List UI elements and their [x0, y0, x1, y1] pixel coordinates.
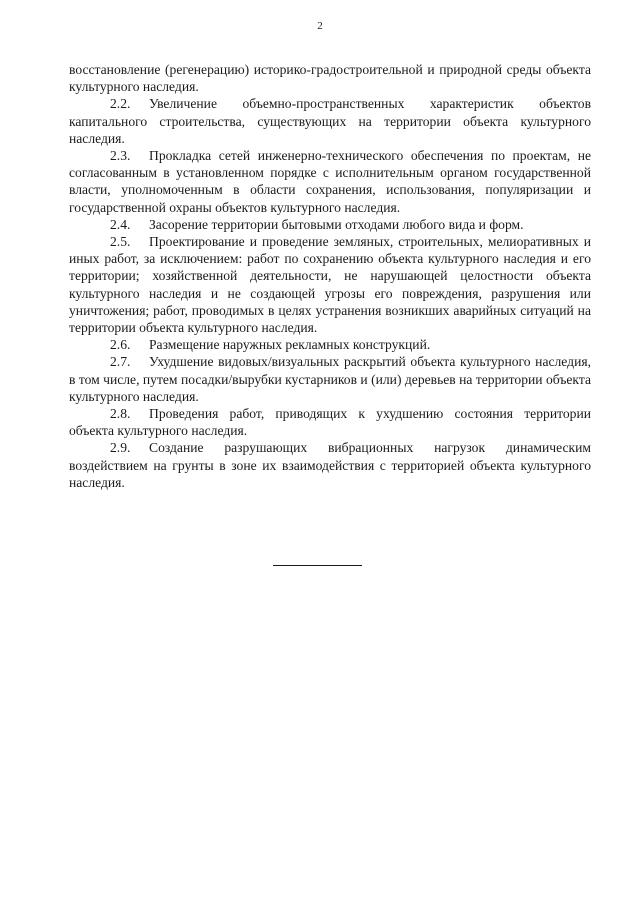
item-number: 2.3.	[110, 148, 131, 164]
list-item	[69, 439, 591, 491]
list-item	[69, 405, 591, 439]
list-item	[69, 147, 591, 216]
continuation-paragraph: восстановление (регенерацию) историко-градостроительной и природной среды объекта культурного наследия.	[69, 62, 591, 95]
item-text: Засорение территории бытовыми отходами любого вида и форм.	[149, 216, 524, 232]
list-item	[69, 95, 591, 147]
item-number: 2.9.	[110, 440, 131, 456]
item-number: 2.5.	[110, 234, 131, 250]
item-text: Создание разрушающих вибрационных нагрузок динамическим воздействием на грунты в зоне их взаимодействия с территорией объекта культурного наследия.	[69, 440, 591, 490]
item-text: Увеличение объемно-пространственных характеристик объектов капитального строительства, существующих на территории объекта культурного наследия.	[69, 96, 591, 146]
list-item	[69, 353, 591, 405]
item-text: Проектирование и проведение земляных, строительных, мелиоративных и иных работ, за исключением: работ по сохранению объекта культурного наследия и его территории; хозяйственной деятельности, не нарушающей целостности объекта культурного наследия и не создающей угрозы его повреждения, разрушения или уничтожения; работ, проводимых в целях устранения возникших аварийных ситуаций на территории объекта культурного наследия.	[69, 234, 591, 336]
closing-separator-line	[273, 565, 362, 566]
page-number: 2	[317, 20, 323, 32]
item-number: 2.6.	[110, 337, 131, 353]
item-number: 2.2.	[110, 96, 131, 112]
item-text: Ухудшение видовых/визуальных раскрытий объекта культурного наследия, в том числе, путем посадки/вырубки кустарников и (или) деревьев на территории объекта культурного наследия.	[69, 354, 591, 404]
item-text: Размещение наружных рекламных конструкций.	[149, 337, 431, 353]
list-item	[69, 336, 591, 353]
list-item	[69, 216, 591, 233]
list-item	[69, 233, 591, 336]
item-text: Проведения работ, приводящих к ухудшению состояния территории объекта культурного наследия.	[69, 406, 591, 439]
item-number: 2.4.	[110, 216, 131, 232]
item-number: 2.7.	[110, 354, 131, 370]
item-text: Прокладка сетей инженерно-технического обеспечения по проектам, не согласованным в установленном порядке с исполнительным органом государственной власти, уполномоченным в области сохранения, использования, популяризации и государственной охраны объектов культурного наследия.	[69, 148, 591, 215]
document-body	[69, 61, 591, 491]
item-number: 2.8.	[110, 406, 131, 422]
